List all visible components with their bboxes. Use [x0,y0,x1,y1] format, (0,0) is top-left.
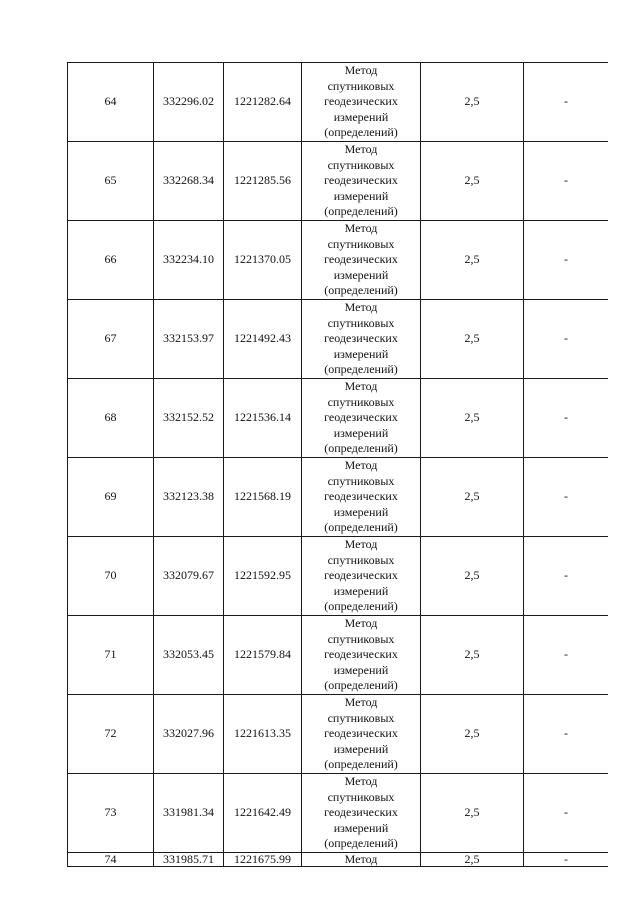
method-line: спутниковых [327,631,395,646]
document-page [67,62,608,868]
note-cell: - [524,300,609,379]
coordinates-table-body [68,63,609,867]
method-line: спутниковых [327,552,395,567]
coordinate-y-cell: 1221370.05 [224,221,302,300]
table-row [68,695,609,774]
table-row [68,616,609,695]
method-line: спутниковых [327,157,395,172]
accuracy-cell: 2,5 [421,774,524,853]
method-line: Метод [344,537,378,552]
coordinate-y-cell: 1221579.84 [224,616,302,695]
coordinate-y-cell: 1221285.56 [224,142,302,221]
accuracy-cell: 2,5 [421,537,524,616]
method-cell [302,63,421,142]
method-line: геодезических [324,647,398,662]
note-cell: - [524,616,609,695]
method-cell [302,300,421,379]
method-line: геодезических [324,94,398,109]
accuracy-cell: 2,5 [421,695,524,774]
method-line: Метод [344,774,378,789]
table-row [68,379,609,458]
method-cell [302,142,421,221]
method-line: (определений) [324,678,398,693]
method-line: Метод [344,458,378,473]
table-row [68,853,609,867]
method-cell [302,695,421,774]
method-line: (определений) [324,362,398,377]
coordinate-x-cell: 332153.97 [154,300,224,379]
note-cell: - [524,458,609,537]
point-number-cell: 74 [68,853,154,867]
method-line: (определений) [324,125,398,140]
method-line: измерений [333,583,389,598]
table-row [68,774,609,853]
method-line: (определений) [324,757,398,772]
method-line: геодезических [324,252,398,267]
method-cell [302,774,421,853]
method-line: измерений [333,662,389,677]
note-cell: - [524,142,609,221]
table-row [68,142,609,221]
accuracy-cell: 2,5 [421,853,524,867]
coordinates-table [67,62,608,867]
note-cell: - [524,221,609,300]
method-line: измерений [333,188,389,203]
method-line: измерений [333,425,389,440]
point-number-cell: 67 [68,300,154,379]
method-line: Метод [344,63,378,78]
coordinate-x-cell: 331985.71 [154,853,224,867]
method-line: (определений) [324,599,398,614]
coordinate-x-cell: 332027.96 [154,695,224,774]
coordinate-x-cell: 332152.52 [154,379,224,458]
method-line: геодезических [324,173,398,188]
point-number-cell: 68 [68,379,154,458]
method-cell [302,537,421,616]
note-cell: - [524,695,609,774]
table-row [68,537,609,616]
method-cell [302,458,421,537]
method-line: измерений [333,504,389,519]
coordinate-x-cell: 332123.38 [154,458,224,537]
method-line: геодезических [324,568,398,583]
coordinate-y-cell: 1221675.99 [224,853,302,867]
point-number-cell: 64 [68,63,154,142]
coordinate-x-cell: 332053.45 [154,616,224,695]
method-line: спутниковых [327,710,395,725]
coordinate-y-cell: 1221592.95 [224,537,302,616]
method-line: спутниковых [327,315,395,330]
method-cell [302,853,421,867]
method-line: (определений) [324,283,398,298]
method-cell [302,221,421,300]
method-line: измерений [333,267,389,282]
coordinate-y-cell: 1221568.19 [224,458,302,537]
coordinate-y-cell: 1221492.43 [224,300,302,379]
coordinate-y-cell: 1221642.49 [224,774,302,853]
table-row [68,221,609,300]
method-line: геодезических [324,410,398,425]
coordinate-x-cell: 332079.67 [154,537,224,616]
method-line: (определений) [324,520,398,535]
method-line: спутниковых [327,394,395,409]
point-number-cell: 70 [68,537,154,616]
method-line: Метод [344,221,378,236]
accuracy-cell: 2,5 [421,458,524,537]
method-line: спутниковых [327,78,395,93]
method-line: измерений [333,741,389,756]
table-row [68,63,609,142]
method-line: спутниковых [327,236,395,251]
coordinate-y-cell: 1221282.64 [224,63,302,142]
accuracy-cell: 2,5 [421,300,524,379]
point-number-cell: 72 [68,695,154,774]
coordinate-x-cell: 332268.34 [154,142,224,221]
method-line: (определений) [324,441,398,456]
point-number-cell: 65 [68,142,154,221]
method-line: геодезических [324,726,398,741]
method-line: Метод [344,616,378,631]
method-line: Метод [344,695,378,710]
point-number-cell: 73 [68,774,154,853]
method-cell [302,379,421,458]
coordinate-y-cell: 1221613.35 [224,695,302,774]
accuracy-cell: 2,5 [421,221,524,300]
method-line: геодезических [324,805,398,820]
method-line: спутниковых [327,473,395,488]
note-cell: - [524,537,609,616]
note-cell: - [524,63,609,142]
method-line: Метод [344,852,378,866]
method-line: Метод [344,142,378,157]
accuracy-cell: 2,5 [421,142,524,221]
table-row [68,300,609,379]
note-cell: - [524,853,609,867]
coordinate-x-cell: 332234.10 [154,221,224,300]
accuracy-cell: 2,5 [421,616,524,695]
method-line: (определений) [324,204,398,219]
method-line: (определений) [324,836,398,851]
point-number-cell: 66 [68,221,154,300]
note-cell: - [524,379,609,458]
accuracy-cell: 2,5 [421,379,524,458]
method-line: измерений [333,109,389,124]
method-cell [302,616,421,695]
point-number-cell: 69 [68,458,154,537]
coordinate-y-cell: 1221536.14 [224,379,302,458]
point-number-cell: 71 [68,616,154,695]
coordinate-x-cell: 332296.02 [154,63,224,142]
table-row [68,458,609,537]
method-line: Метод [344,379,378,394]
method-line: измерений [333,346,389,361]
method-line: измерений [333,820,389,835]
note-cell: - [524,774,609,853]
method-line: геодезических [324,331,398,346]
method-line: спутниковых [327,789,395,804]
accuracy-cell: 2,5 [421,63,524,142]
method-line: Метод [344,300,378,315]
coordinate-x-cell: 331981.34 [154,774,224,853]
method-line: геодезических [324,489,398,504]
